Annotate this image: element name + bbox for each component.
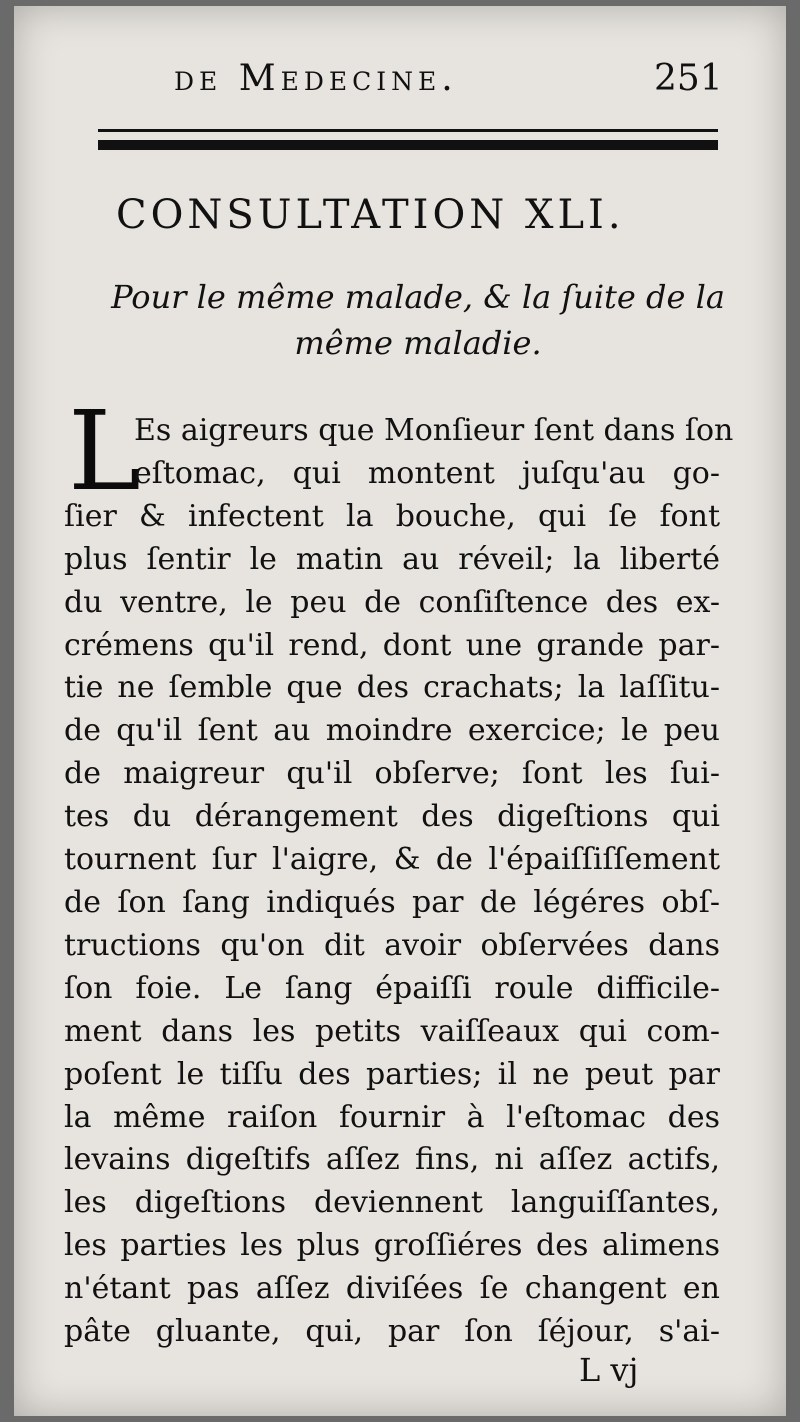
page-number: 251 bbox=[654, 58, 723, 99]
drop-cap: L bbox=[68, 387, 142, 515]
subtitle-line-1: Pour le même malade, & la ſuite de la bbox=[111, 278, 725, 316]
running-head: de Medecine. bbox=[174, 58, 458, 99]
text-line: de ſon ſang indiqués par de légéres obſ- bbox=[64, 884, 720, 920]
text-line: levains digeſtifs aſſez fins, ni aſſez actifs, bbox=[64, 1142, 720, 1178]
text-line: de qu'il ſent au moindre exercice; le peu bbox=[64, 713, 720, 749]
catchword: L vj bbox=[579, 1351, 639, 1389]
text-line: les digeſtions deviennent languiſſantes, bbox=[64, 1185, 720, 1221]
text-line: ment dans les petits vaiſſeaux qui com- bbox=[64, 1013, 720, 1049]
header-rule-thin bbox=[98, 129, 718, 132]
header-rule-thick bbox=[98, 140, 718, 150]
text-line: la même raiſon fournir à l'eſtomac des bbox=[64, 1099, 720, 1135]
subtitle-line-2: même maladie. bbox=[294, 324, 542, 362]
text-line: les parties les plus groſſiéres des alimens bbox=[64, 1228, 720, 1264]
body-paragraph bbox=[64, 410, 734, 1354]
consultation-subtitle bbox=[88, 274, 748, 366]
text-line: crémens qu'il rend, dont une grande par- bbox=[64, 627, 720, 663]
text-line: plus ſentir le matin au réveil; la liberté bbox=[64, 541, 720, 577]
book-page bbox=[14, 6, 786, 1416]
text-line: poſent le tiſſu des parties; il ne peut par bbox=[64, 1056, 720, 1092]
text-line: tes du dérangement des digeſtions qui bbox=[64, 799, 720, 835]
text-line: de maigreur qu'il obſerve; ſont les ſui- bbox=[64, 756, 720, 792]
text-line: tie ne ſemble que des crachats; la laſſitu- bbox=[64, 670, 720, 706]
text-line: ſon foie. Le ſang épaiſſi roule difficile- bbox=[64, 970, 720, 1006]
text-line: tructions qu'on dit avoir obſervées dans bbox=[64, 927, 720, 963]
text-line: ſier & infectent la bouche, qui ſe font bbox=[64, 498, 720, 534]
text-line: pâte gluante, qui, par ſon ſéjour, s'ai- bbox=[64, 1314, 720, 1350]
consultation-title: CONSULTATION XLI. bbox=[116, 192, 625, 238]
text-line: Es aigreurs que Monſieur ſent dans ſon bbox=[134, 413, 734, 448]
text-line: eſtomac, qui montent juſqu'au go- bbox=[134, 455, 720, 491]
text-line: du ventre, le peu de conſiſtence des ex- bbox=[64, 584, 720, 620]
text-line: tournent ſur l'aigre, & de l'épaiſſiſſement bbox=[64, 842, 720, 878]
text-line: n'étant pas aſſez diviſées ſe changent en bbox=[64, 1271, 720, 1307]
